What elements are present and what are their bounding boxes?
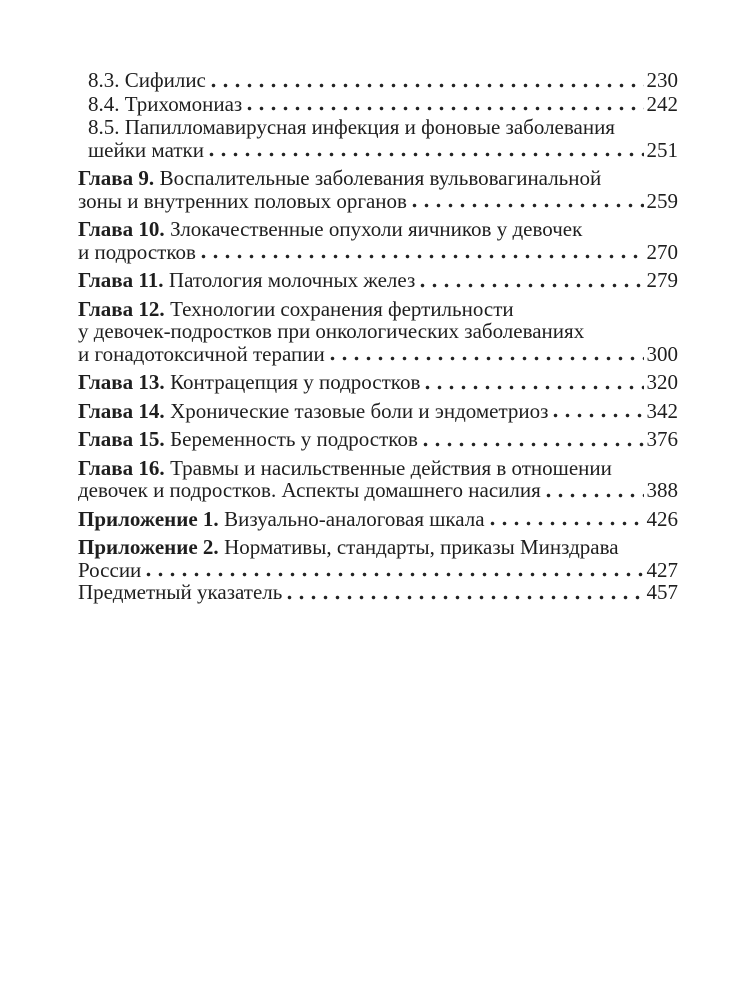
page-number: 342 — [646, 398, 678, 423]
entry-text: у девочек-подростков при онкологических заболеваниях — [78, 319, 585, 343]
toc-line — [88, 139, 678, 162]
appendix-label: Приложение 2. — [78, 535, 219, 559]
toc-entry — [78, 457, 678, 502]
toc-entry — [78, 536, 678, 581]
toc-line — [78, 536, 678, 559]
toc-line — [78, 343, 678, 366]
appendix-label: Приложение 1. — [78, 506, 219, 531]
page-number: 279 — [646, 268, 678, 292]
page-number: 259 — [646, 188, 678, 213]
dot-leader — [330, 356, 644, 361]
dot-leader — [420, 283, 643, 288]
entry-text: России — [78, 557, 142, 582]
toc-line — [78, 457, 678, 480]
dot-leader — [412, 203, 644, 208]
toc-line — [78, 371, 678, 394]
chapter-label: Глава 14. — [78, 398, 165, 423]
page-number: 270 — [646, 239, 678, 264]
entry-text: и гонадотоксичной терапии — [78, 341, 325, 366]
toc-line — [78, 400, 678, 423]
toc-line — [78, 581, 678, 604]
toc-line — [88, 116, 678, 139]
chapter-label: Глава 10. — [78, 217, 165, 241]
entry-text: Беременность у подростков — [170, 427, 418, 451]
dot-leader — [209, 152, 644, 157]
toc-entry — [78, 93, 678, 116]
toc-line — [78, 298, 678, 321]
toc-entry — [78, 508, 678, 531]
toc-line — [88, 69, 678, 92]
toc-entry — [78, 428, 678, 451]
entry-text: Воспалительные заболевания вульвовагинальной — [159, 166, 602, 190]
entry-text: зоны и внутренних половых органов — [78, 188, 407, 213]
toc-entry — [78, 167, 678, 212]
page-number: 376 — [646, 427, 678, 451]
chapter-label: Глава 9. — [78, 166, 155, 190]
toc-entry — [78, 400, 678, 423]
toc-entry — [78, 371, 678, 394]
entry-text: Травмы и насильственные действия в отношении — [170, 455, 612, 480]
toc-line — [78, 479, 678, 502]
entry-text: Контрацепция у подростков — [170, 370, 421, 394]
chapter-label: Глава 11. — [78, 268, 164, 292]
toc-entry — [78, 69, 678, 92]
toc-line — [78, 241, 678, 264]
toc-entry — [78, 581, 678, 604]
toc-line — [78, 190, 678, 213]
entry-text: Нормативы, стандарты, приказы Минздрава — [224, 535, 619, 559]
entry-text: 8.5. Папилломавирусная инфекция и фоновые заболевания — [88, 115, 615, 139]
chapter-label: Глава 12. — [78, 296, 165, 321]
page-number: 242 — [646, 91, 678, 116]
toc-line — [78, 428, 678, 451]
toc-line — [78, 508, 678, 531]
entry-text: девочек и подростков. Аспекты домашнего насилия — [78, 478, 541, 502]
page-number: 300 — [646, 341, 678, 366]
dot-leader — [553, 413, 643, 418]
page-number: 320 — [646, 370, 678, 394]
dot-leader — [287, 595, 643, 600]
entry-text: 8.4. Трихомониаз — [88, 91, 243, 116]
toc-line — [78, 559, 678, 582]
toc-line — [88, 93, 678, 116]
entry-text: Визуально-аналоговая шкала — [224, 506, 485, 531]
toc-line — [78, 269, 678, 292]
dot-leader — [247, 106, 643, 111]
page-number: 251 — [646, 137, 678, 162]
entry-text: Технологии сохранения фертильности — [170, 296, 514, 321]
entry-text: Злокачественные опухоли яичников у девочек — [170, 217, 583, 241]
page-number: 427 — [646, 557, 678, 582]
dot-leader — [490, 521, 644, 526]
entry-text: Предметный указатель — [78, 580, 283, 604]
toc-entry — [78, 269, 678, 292]
chapter-label: Глава 13. — [78, 370, 165, 394]
page-number: 426 — [646, 506, 678, 531]
entry-text: Хронические тазовые боли и эндометриоз — [170, 398, 549, 423]
entry-text: шейки матки — [88, 137, 204, 162]
page-number: 457 — [646, 580, 678, 604]
page-number: 230 — [646, 68, 678, 92]
dot-leader — [425, 385, 643, 390]
dot-leader — [423, 442, 644, 447]
toc-line — [78, 320, 678, 343]
chapter-label: Глава 15. — [78, 427, 165, 451]
dot-leader — [211, 83, 644, 88]
toc-line — [78, 167, 678, 190]
entry-text: и подростков — [78, 239, 196, 264]
toc-entry — [78, 218, 678, 263]
entry-text: Патология молочных желез — [168, 268, 416, 292]
dot-leader — [546, 493, 644, 498]
page-number: 388 — [646, 478, 678, 502]
toc-line — [78, 218, 678, 241]
table-of-contents — [78, 69, 678, 604]
toc-entry — [78, 298, 678, 366]
toc-entry — [78, 116, 678, 161]
chapter-label: Глава 16. — [78, 455, 165, 480]
dot-leader — [201, 254, 644, 259]
entry-text: 8.3. Сифилис — [88, 68, 206, 92]
dot-leader — [146, 572, 643, 577]
